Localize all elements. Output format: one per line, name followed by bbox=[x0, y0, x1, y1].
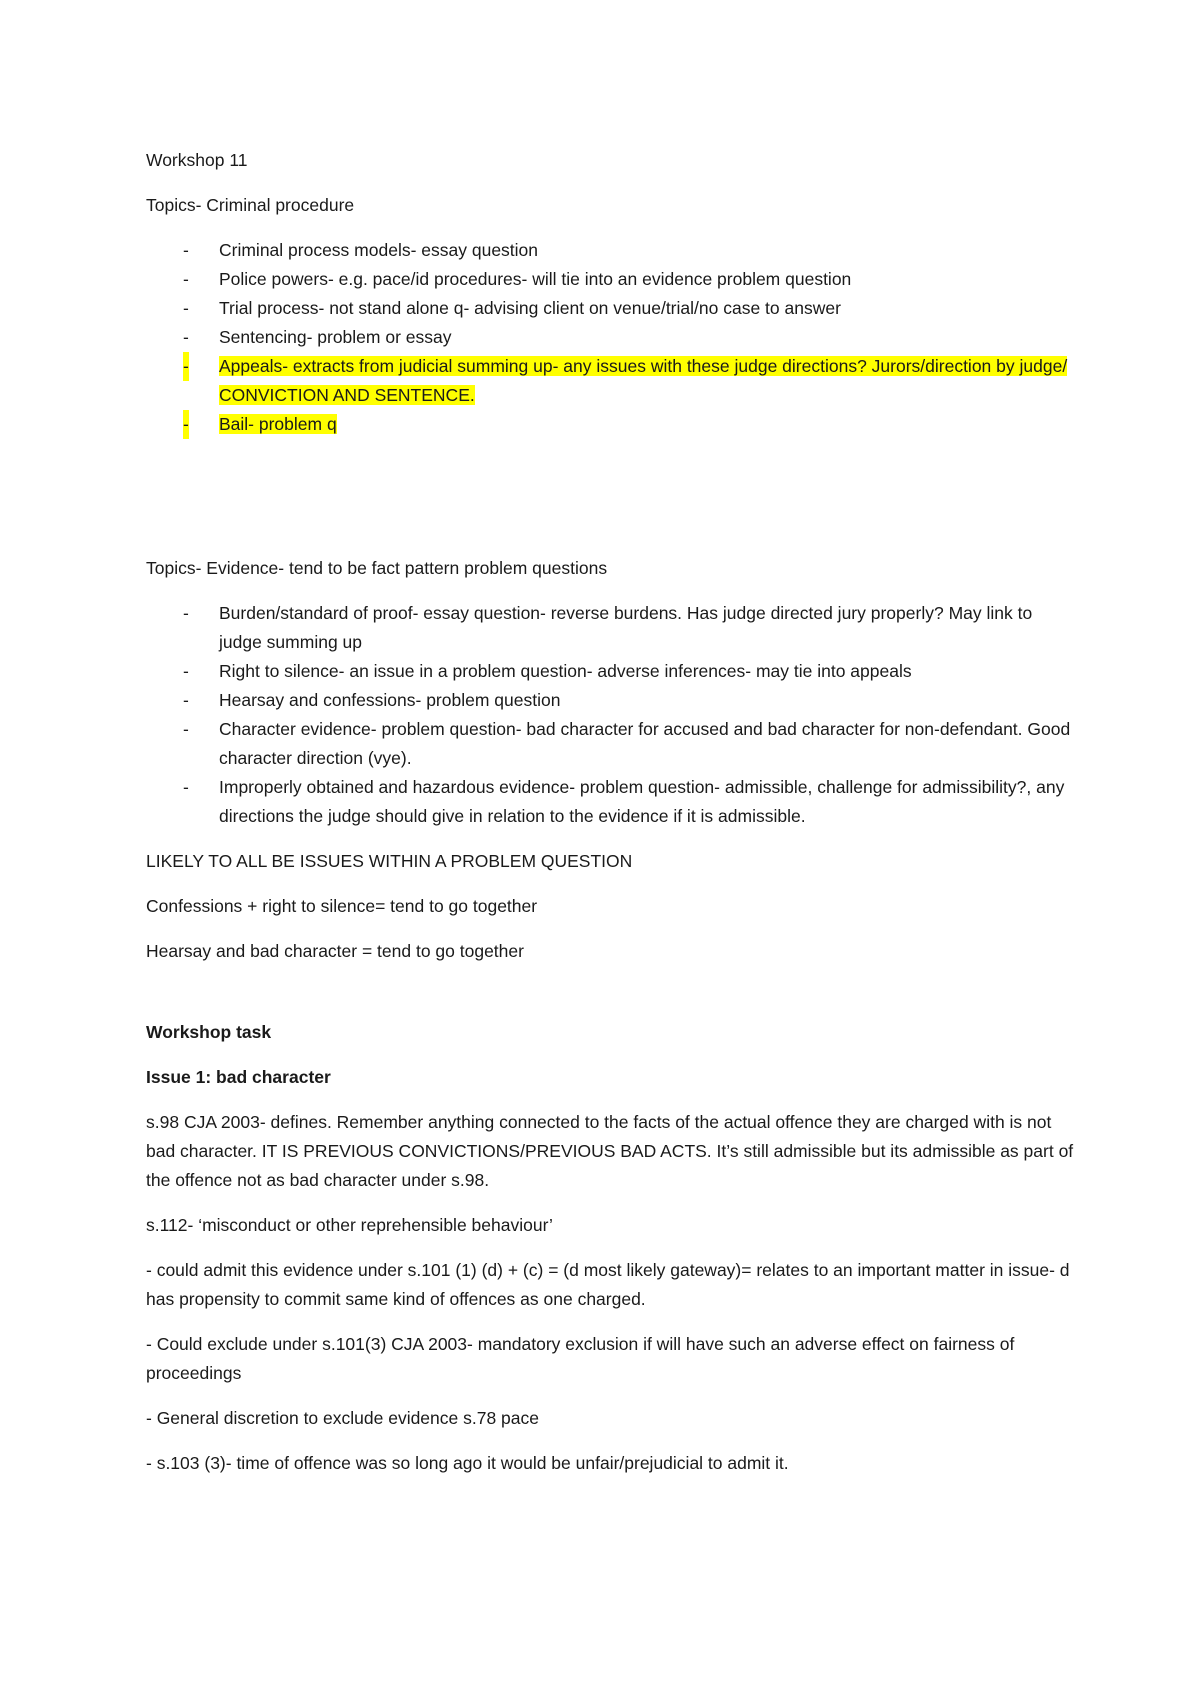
evidence-item-text: Burden/standard of proof- essay question- reverse burdens. Has judge directed jury properly? May link to judge summing up bbox=[219, 603, 1033, 652]
evidence-item-text: Improperly obtained and hazardous evidence- problem question- admissible, challenge for admissibility?, any directions the judge should give in relation to the evidence if it is admissible. bbox=[219, 777, 1065, 826]
list-bullet: - bbox=[183, 777, 189, 797]
task-paragraph: - could admit this evidence under s.101 (1) (d) + (c) = (d most likely gateway)= relates to an important matter in issue- d has propensity to commit same kind of offences as one charged. bbox=[146, 1260, 1070, 1309]
evidence-item-text: Right to silence- an issue in a problem question- adverse inferences- may tie into appeals bbox=[219, 661, 912, 681]
list-bullet: - bbox=[183, 352, 189, 381]
procedure-heading: Topics- Criminal procedure bbox=[146, 195, 355, 215]
procedure-item bbox=[146, 323, 1076, 352]
document-body bbox=[146, 146, 1076, 1494]
task-paragraph: - Could exclude under s.101(3) CJA 2003- mandatory exclusion if will have such an adverse effect on fairness of proceedings bbox=[146, 1334, 1015, 1383]
procedure-item-text: Sentencing- problem or essay bbox=[219, 327, 452, 347]
task-paragraph: s.98 CJA 2003- defines. Remember anything connected to the facts of the actual offence they are charged with is not bad character. IT IS PREVIOUS CONVICTIONS/PREVIOUS BAD ACTS. It’s still admissible but its admissible as part of the offence not as bad character under s.98. bbox=[146, 1112, 1074, 1190]
evidence-item bbox=[146, 657, 1076, 686]
issue-heading: Issue 1: bad character bbox=[146, 1067, 331, 1087]
procedure-item-text: Bail- problem q bbox=[219, 414, 337, 434]
spacer bbox=[146, 455, 1076, 554]
document-title: Workshop 11 bbox=[146, 150, 248, 170]
note-confessions: Confessions + right to silence= tend to go together bbox=[146, 896, 538, 916]
list-bullet: - bbox=[183, 661, 189, 681]
task-paragraph: - General discretion to exclude evidence s.78 pace bbox=[146, 1408, 540, 1428]
evidence-heading: Topics- Evidence- tend to be fact pattern problem questions bbox=[146, 558, 608, 578]
note-hearsay: Hearsay and bad character = tend to go together bbox=[146, 941, 524, 961]
workshop-task-heading: Workshop task bbox=[146, 1022, 272, 1042]
procedure-item-text: Police powers- e.g. pace/id procedures- will tie into an evidence problem question bbox=[219, 269, 852, 289]
procedure-item-text: Criminal process models- essay question bbox=[219, 240, 539, 260]
evidence-item bbox=[146, 715, 1076, 773]
list-bullet: - bbox=[183, 719, 189, 739]
evidence-list bbox=[146, 599, 1076, 831]
evidence-item-text: Character evidence- problem question- bad character for accused and bad character for non-defendant. Good character direction (vye). bbox=[219, 719, 1071, 768]
list-bullet: - bbox=[183, 269, 189, 289]
evidence-item bbox=[146, 773, 1076, 831]
procedure-item bbox=[146, 265, 1076, 294]
procedure-item bbox=[146, 294, 1076, 323]
list-bullet: - bbox=[183, 410, 189, 439]
procedure-list bbox=[146, 236, 1076, 439]
evidence-item-text: Hearsay and confessions- problem question bbox=[219, 690, 561, 710]
evidence-item bbox=[146, 599, 1076, 657]
spacer bbox=[146, 982, 1076, 1018]
list-bullet: - bbox=[183, 327, 189, 347]
procedure-item-text: Trial process- not stand alone q- advising client on venue/trial/no case to answer bbox=[219, 298, 841, 318]
task-paragraph: - s.103 (3)- time of offence was so long ago it would be unfair/prejudicial to admit it. bbox=[146, 1453, 789, 1473]
list-bullet: - bbox=[183, 240, 189, 260]
list-bullet: - bbox=[183, 298, 189, 318]
task-paragraph: s.112- ‘misconduct or other reprehensible behaviour’ bbox=[146, 1215, 553, 1235]
list-bullet: - bbox=[183, 603, 189, 623]
procedure-item-highlighted bbox=[146, 352, 1076, 410]
procedure-item bbox=[146, 236, 1076, 265]
procedure-item-highlighted bbox=[146, 410, 1076, 439]
procedure-item-text: Appeals- extracts from judicial summing up- any issues with these judge directions? Jurors/direction by judge/ CONVICTION AND SENTENCE. bbox=[219, 356, 1068, 405]
list-bullet: - bbox=[183, 690, 189, 710]
note-likely-issues: LIKELY TO ALL BE ISSUES WITHIN A PROBLEM QUESTION bbox=[146, 851, 633, 871]
evidence-item bbox=[146, 686, 1076, 715]
